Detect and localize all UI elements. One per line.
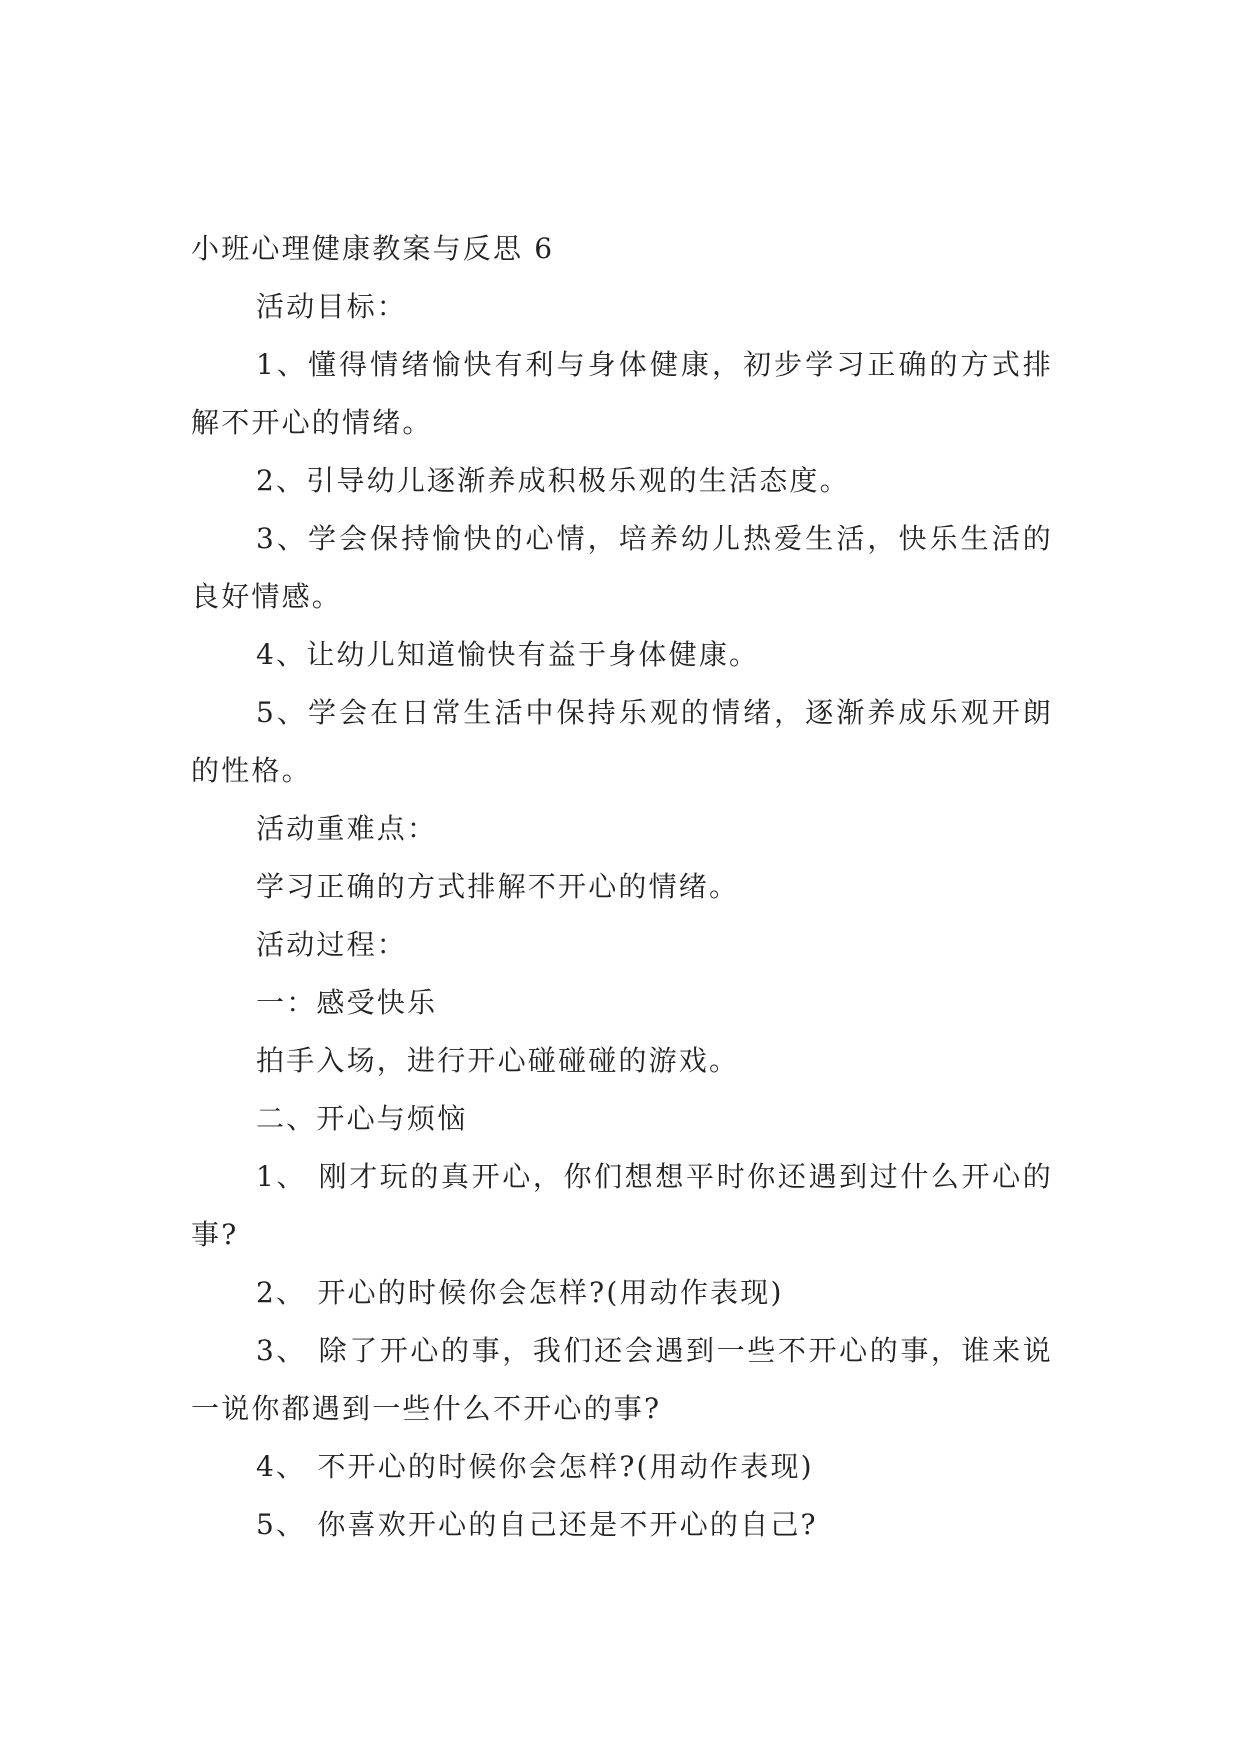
goal-item-3: 3、学会保持愉快的心情，培养幼儿热爱生活，快乐生活的良好情感。 — [191, 522, 1053, 613]
goal-item-5: 5、学会在日常生活中保持乐观的情绪，逐渐养成乐观开朗的性格。 — [191, 696, 1053, 787]
question-item-5: 5、 你喜欢开心的自己还是不开心的自己? — [256, 1508, 818, 1541]
key-point-text: 学习正确的方式排解不开心的情绪。 — [256, 870, 740, 903]
heading-activity-process: 活动过程： — [256, 928, 408, 961]
document-body — [191, 220, 1053, 1554]
question-item-4: 4、 不开心的时候你会怎样?(用动作表现) — [256, 1450, 814, 1483]
goal-item-1: 1、懂得情绪愉快有利与身体健康，初步学习正确的方式排解不开心的情绪。 — [191, 348, 1053, 439]
section-feel-happiness: 一：感受快乐 — [256, 986, 438, 1019]
heading-key-points: 活动重难点： — [256, 812, 438, 845]
document-title: 小班心理健康教案与反思 6 — [191, 232, 555, 265]
question-item-3: 3、 除了开心的事，我们还会遇到一些不开心的事，谁来说一说你都遇到一些什么不开心的事? — [191, 1334, 1053, 1425]
section-feel-happiness-text: 拍手入场，进行开心碰碰碰的游戏。 — [256, 1044, 740, 1077]
goal-item-4: 4、让幼儿知道愉快有益于身体健康。 — [256, 638, 760, 671]
question-item-2: 2、 开心的时候你会怎样?(用动作表现) — [256, 1276, 784, 1309]
question-item-1: 1、 刚才玩的真开心，你们想想平时你还遇到过什么开心的事? — [191, 1160, 1053, 1251]
section-happy-and-worry: 二、开心与烦恼 — [256, 1102, 468, 1135]
heading-activity-goals: 活动目标： — [256, 290, 408, 323]
goal-item-2: 2、引导幼儿逐渐养成积极乐观的生活态度。 — [256, 464, 850, 497]
